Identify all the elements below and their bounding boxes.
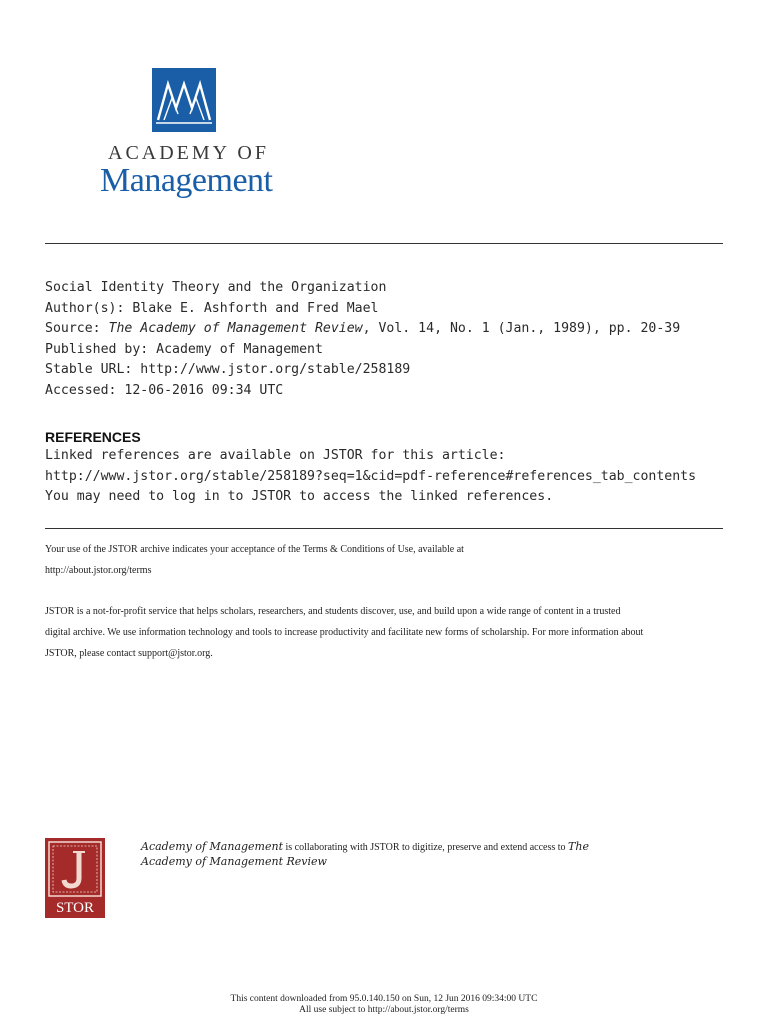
article-title: Social Identity Theory and the Organization (45, 280, 387, 295)
article-publisher (45, 340, 725, 361)
source-details: , Vol. 14, No. 1 (Jan., 1989), pp. 20-39 (362, 321, 681, 336)
collab-org: Academy of Management (141, 840, 284, 853)
publisher-logo-line2: Management (100, 162, 273, 199)
collab-text: is collaborating with JSTOR to digitize, preserve and extend access to (283, 842, 569, 853)
article-metadata (45, 278, 725, 401)
divider-middle (45, 528, 723, 529)
terms-section (45, 540, 735, 684)
references-line3: You may need to log in to JSTOR to access the linked references. (45, 489, 554, 504)
authors-label: Author(s): (45, 300, 125, 316)
authors-value: Blake E. Ashforth and Fred Mael (132, 300, 379, 316)
publisher-logo (100, 68, 280, 198)
article-authors (45, 299, 725, 320)
article-stable-url (45, 360, 725, 381)
accessed-label: Accessed: (45, 382, 117, 398)
article-accessed (45, 381, 725, 402)
jstor-logo-icon (45, 838, 105, 918)
collab-journal-b: Academy of Management Review (141, 855, 327, 868)
collaboration-statement (141, 840, 701, 870)
source-label: Source: (45, 321, 101, 336)
references-line1: Linked references are available on JSTOR for this article: (45, 448, 506, 463)
terms-line1: Your use of the JSTOR archive indicates your acceptance of the Terms & Conditions of Use, available at (45, 544, 464, 555)
download-footer (0, 994, 768, 1016)
source-journal: The Academy of Management Review (108, 321, 363, 336)
terms-url-link[interactable]: http://about.jstor.org/terms (45, 564, 152, 576)
references-heading: REFERENCES (45, 429, 141, 445)
stable-url-label: Stable URL: (45, 362, 133, 377)
jstor-about-line2: digital archive. We use information technology and tools to increase productivity and facilitate new forms of scholarship. For more information about (45, 627, 644, 638)
terms-paragraph (45, 540, 735, 581)
article-source (45, 319, 725, 340)
stable-url-link[interactable]: http://www.jstor.org/stable/258189 (140, 362, 411, 377)
published-by-label: Published by: (45, 341, 149, 357)
jstor-about-line1: JSTOR is a not-for-profit service that helps scholars, researchers, and students discover, use, and build upon a wide range of content in a trusted (45, 606, 621, 617)
references-section (45, 428, 735, 508)
academy-of-management-mark-icon (152, 68, 216, 132)
published-by-value: Academy of Management (156, 341, 323, 357)
jstor-about-line3: JSTOR, please contact support@jstor.org. (45, 648, 213, 659)
publisher-logo-line1: ACADEMY OF (108, 142, 269, 164)
footer-line2: All use subject to http://about.jstor.org/terms (299, 1005, 469, 1015)
references-url-link[interactable]: http://www.jstor.org/stable/258189?seq=1&cid=pdf-reference#references_tab_contents (45, 468, 697, 484)
accessed-value: 12-06-2016 09:34 UTC (124, 382, 284, 398)
jstor-logo-text: STOR (55, 900, 95, 916)
divider-top (45, 243, 723, 244)
footer-line1: This content downloaded from 95.0.140.150 on Sun, 12 Jun 2016 09:34:00 UTC (230, 994, 538, 1004)
jstor-about-paragraph (45, 601, 735, 664)
collab-journal-a: The (568, 840, 589, 853)
